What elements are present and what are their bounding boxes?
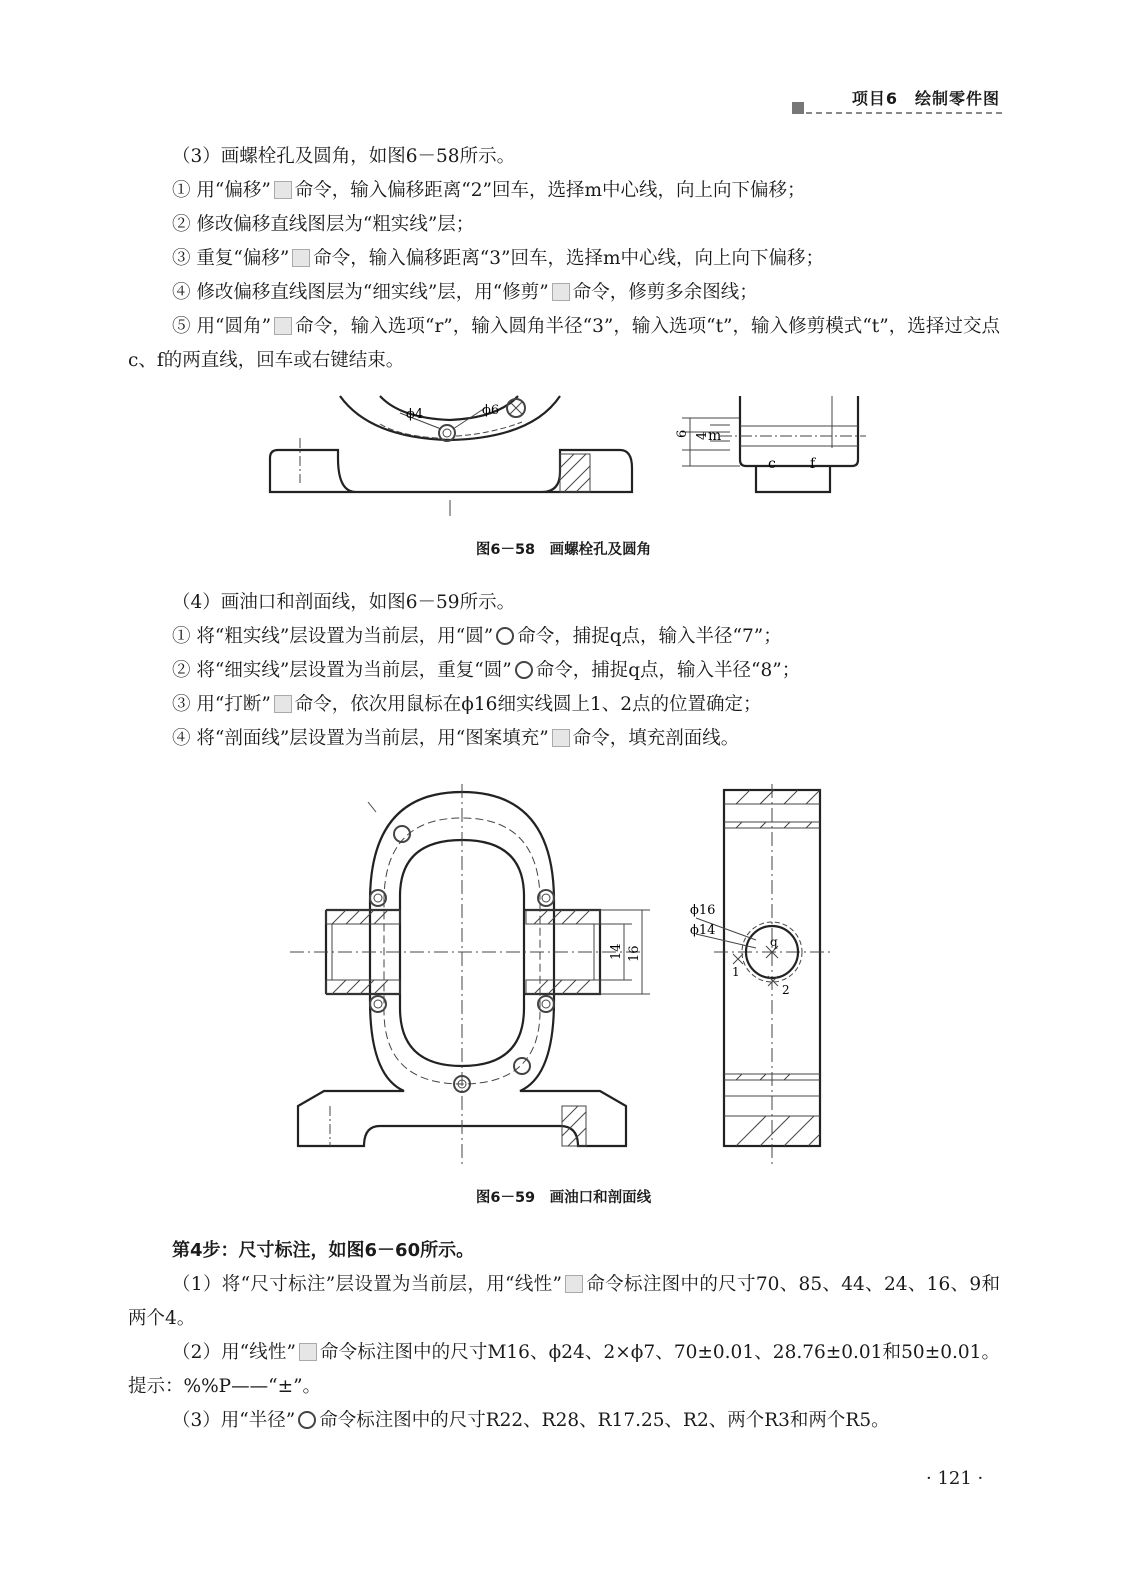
label-point-1: 1 [732,965,740,979]
figure-6-59 [290,776,850,1168]
step-3: ③ 重复“偏移” 命令，输入偏移距离“3”回车，选择m中心线，向上向下偏移； [172,248,825,269]
label-m: m [708,428,722,444]
step-2: ② 将“细实线”层设置为当前层，重复“圆” 命令，捕捉q点，输入半径“8”； [172,660,801,681]
label-phi14: ϕ14 [690,923,716,938]
label-dim6: 6 [675,429,690,438]
step-4: ④ 将“剖面线”层设置为当前层，用“图案填充” 命令，填充剖面线。 [172,728,740,749]
step-4: ④ 修改偏移直线图层为“细实线”层，用“修剪” 命令，修剪多余图线； [172,282,758,303]
section-dimensioning [128,1234,1000,1438]
hatch-icon [552,729,570,747]
paragraph-2: （2）用“线性” 命令标注图中的尺寸M16、ϕ24、2×ϕ7、70±0.01、28.76±0.01和50±0.01。提示：%%P——“±”。 [128,1342,1000,1397]
step-1: ① 将“粗实线”层设置为当前层，用“圆” 命令，捕捉q点，输入半径“7”； [172,626,782,647]
paragraph-1: （1）将“尺寸标注”层设置为当前层，用“线性” 命令标注图中的尺寸70、85、44、24、16、9和两个4。 [128,1274,1000,1329]
figure-6-58-caption: 图6－58 画螺栓孔及圆角 [475,542,652,558]
linear-icon [565,1275,583,1293]
label-phi4: ϕ4 [406,407,424,422]
label-dim16: 16 [627,945,642,962]
section-oil-port [128,586,1000,756]
paragraph-3: （3）用“半径” 命令标注图中的尺寸R22、R28、R17.25、R2、两个R3和两个R5。 [172,1410,890,1431]
section-title: （4）画油口和剖面线，如图6－59所示。 [172,592,516,613]
label-phi6: ϕ6 [482,403,500,418]
trim-icon [552,283,570,301]
figure-6-59-caption: 图6－59 画油口和剖面线 [475,1190,652,1206]
step-3: ③ 用“打断” 命令，依次用鼠标在ϕ16细实线圆上1、2点的位置确定； [172,694,762,715]
label-dim14: 14 [609,943,624,960]
step-2: ② 修改偏移直线图层为“粗实线”层； [172,214,475,235]
section-title: （3）画螺栓孔及圆角，如图6－58所示。 [172,146,516,167]
label-phi16: ϕ16 [690,903,716,918]
offset-icon [274,181,292,199]
step-5: ⑤ 用“圆角” 命令，输入选项“r”，输入圆角半径“3”，输入选项“t”，输入修剪模式“t”，选择过交点c、f的两直线，回车或右键结束。 [128,316,1000,371]
running-header [790,82,1002,122]
step4-title: 第4步：尺寸标注，如图6－60所示。 [172,1240,475,1261]
label-point-2: 2 [782,983,790,997]
header-title: 项目6 绘制零件图 [851,89,1000,108]
section-bolt-holes [128,140,1000,378]
offset-icon [292,249,310,267]
header-marker [792,102,804,114]
fillet-icon [274,317,292,335]
label-f: f [810,456,816,472]
page-number: · 121 · [926,1468,984,1489]
label-c: c [768,456,776,472]
label-q: q [770,935,778,949]
break-icon [274,695,292,713]
label-dim4: 4 [695,431,710,440]
linear-icon [299,1343,317,1361]
circle-icon [496,627,514,645]
figure-6-58 [260,388,870,518]
header-rule [806,112,1002,114]
radius-icon [298,1411,316,1429]
circle-icon [515,661,533,679]
step-1: ① 用“偏移” 命令，输入偏移距离“2”回车，选择m中心线，向上向下偏移； [172,180,806,201]
